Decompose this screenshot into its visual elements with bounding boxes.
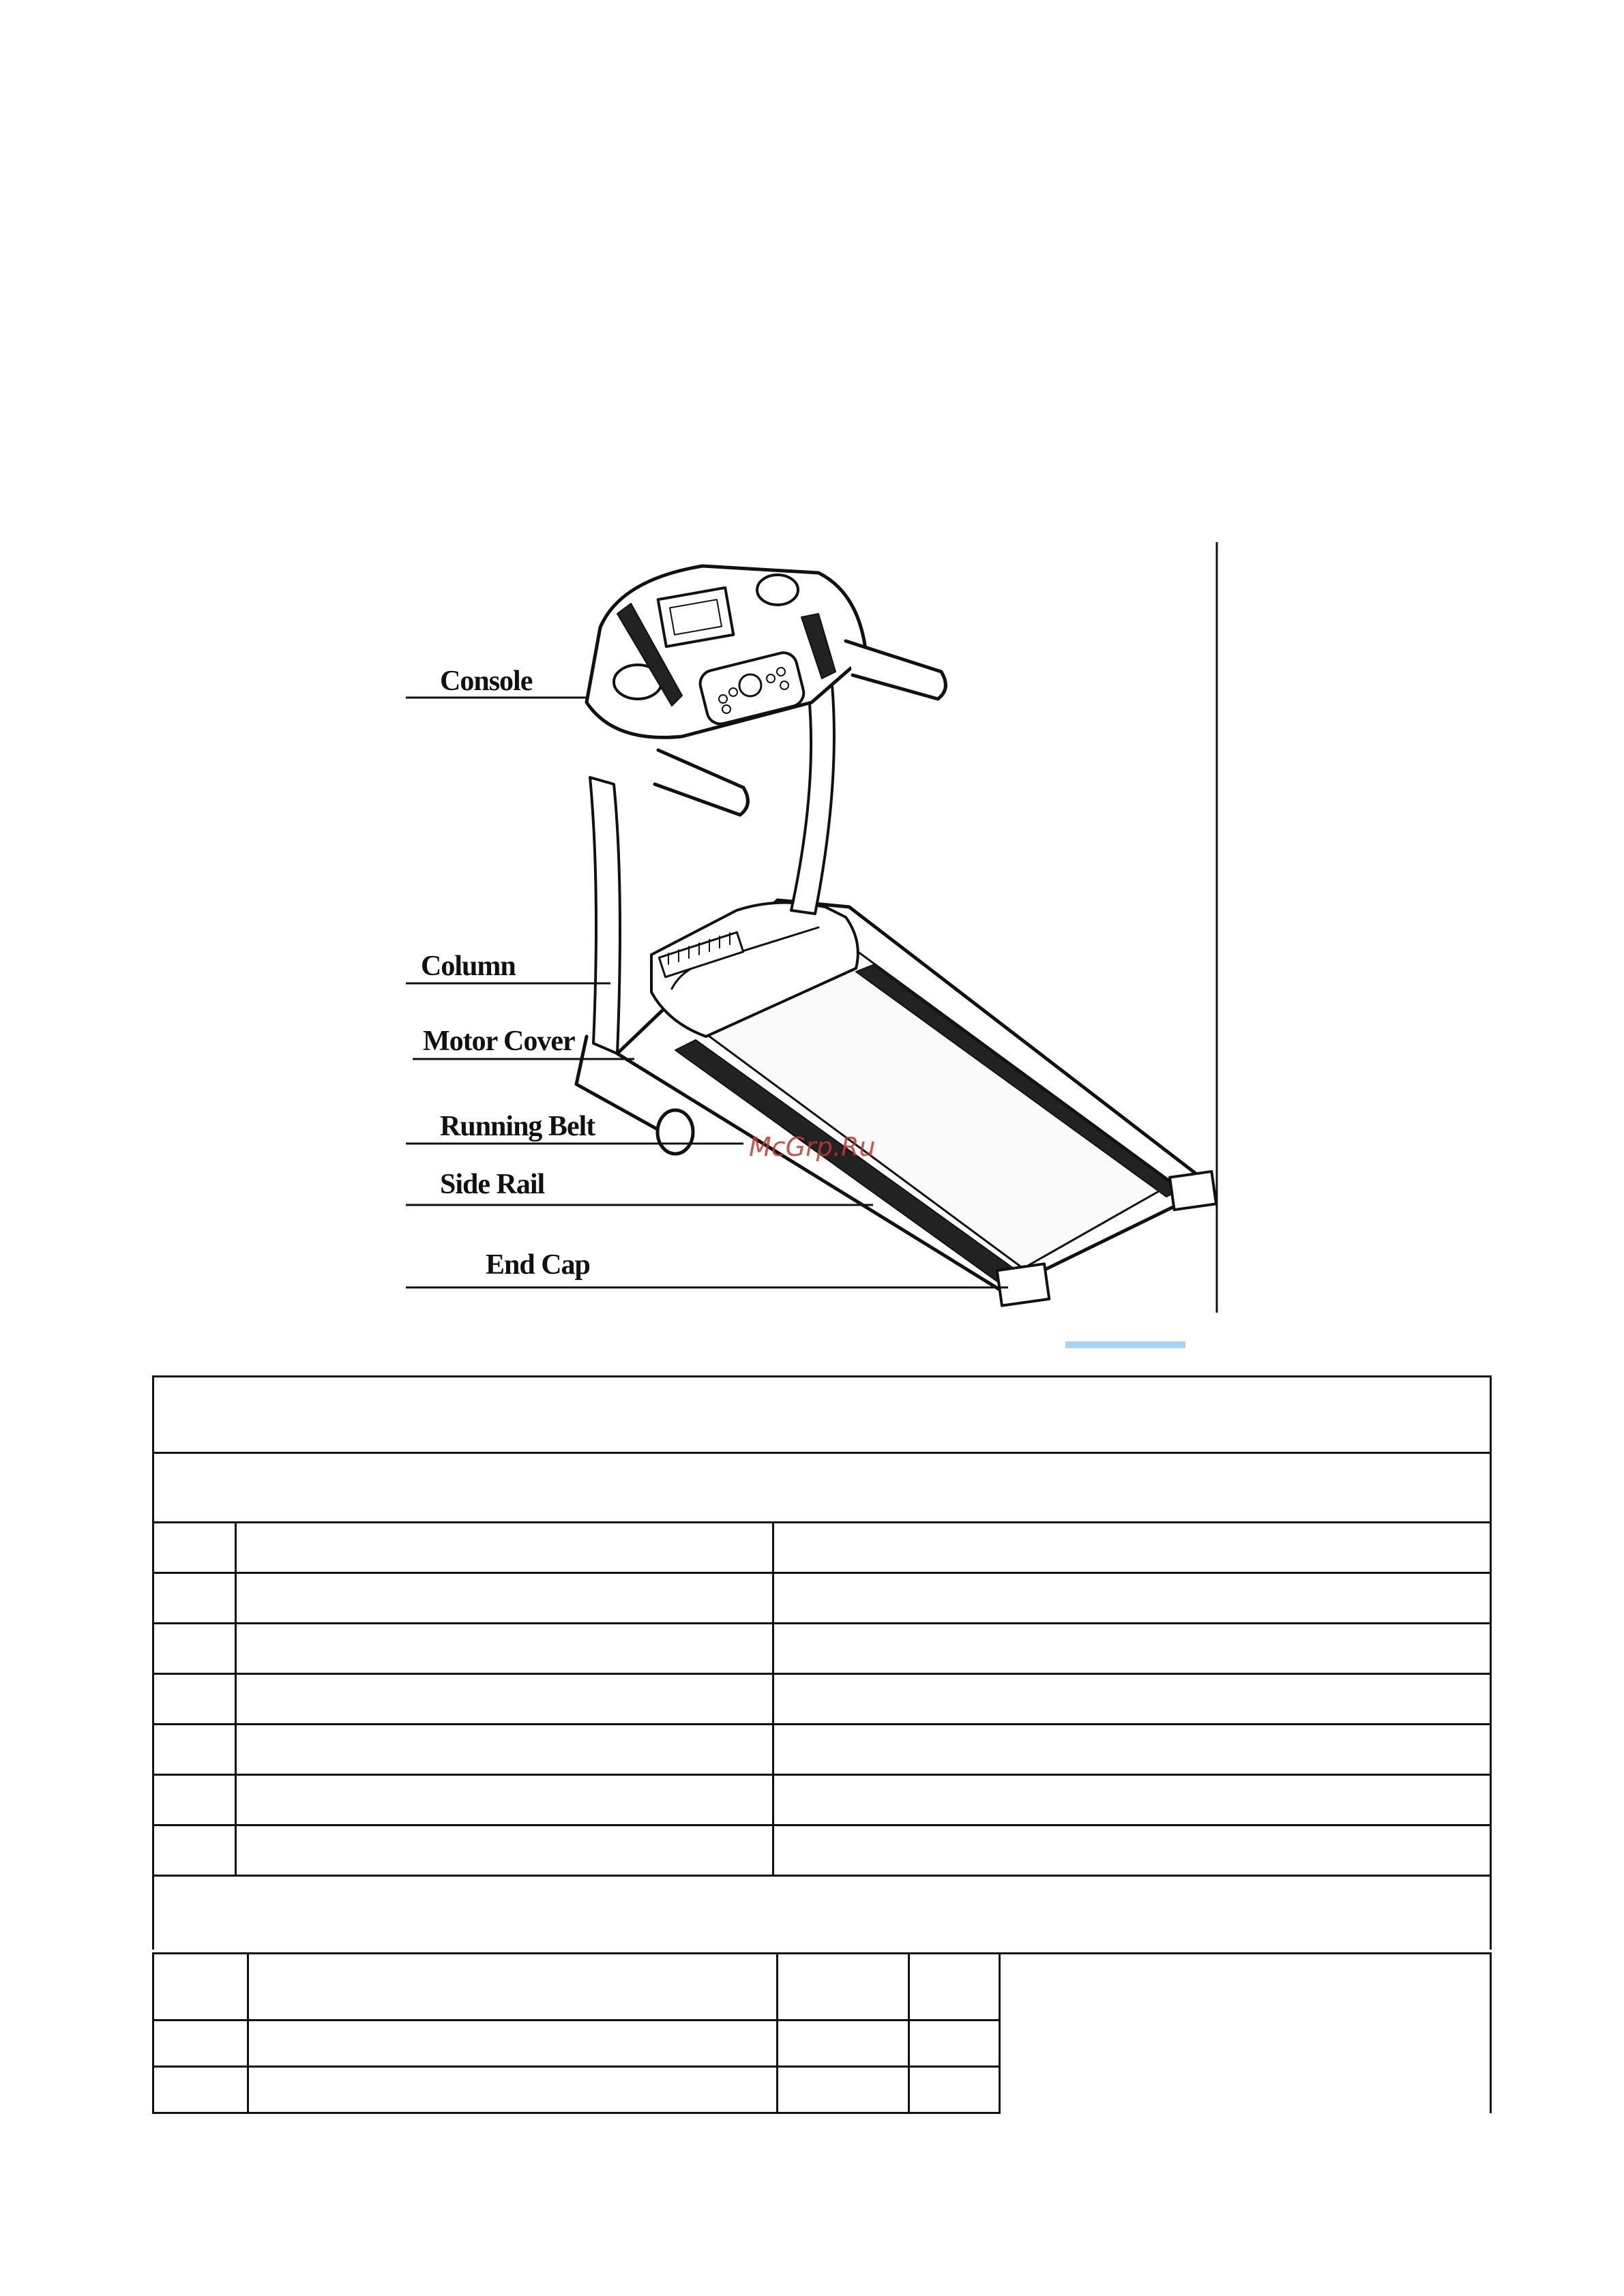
wheel [658, 1110, 693, 1154]
watermark: McGrp.Ru [749, 1132, 876, 1162]
treadmill-illustration [576, 566, 1216, 1306]
handle-right [846, 641, 945, 699]
table-row [153, 1573, 1491, 1624]
table-row [153, 1954, 1491, 2021]
table-row [153, 1453, 1491, 1523]
table-row [153, 1674, 1491, 1725]
table-row [153, 1876, 1491, 1950]
handle-left [655, 750, 748, 815]
label-end-cap: End Cap [486, 1249, 590, 1281]
label-motor-cover: Motor Cover [423, 1026, 575, 1057]
table-row [153, 1825, 1491, 1876]
table-row [153, 1725, 1491, 1775]
accent-bar [1065, 1341, 1185, 1348]
label-column: Column [421, 951, 516, 982]
spec-table-main [152, 1375, 1492, 1950]
table-row [153, 1775, 1491, 1825]
table-row [153, 1377, 1491, 1453]
table-row [153, 1523, 1491, 1573]
spec-table-bottom [152, 1952, 1492, 2114]
label-running-belt: Running Belt [440, 1111, 595, 1142]
label-console: Console [440, 666, 533, 697]
console-display [658, 588, 734, 646]
label-side-rail: Side Rail [440, 1169, 545, 1200]
end-cap-front [997, 1264, 1050, 1305]
end-cap-rear [1170, 1172, 1216, 1210]
column-left [590, 777, 620, 1054]
cup-holder-right [757, 575, 798, 605]
column-right [791, 685, 834, 914]
table-row [153, 1624, 1491, 1674]
